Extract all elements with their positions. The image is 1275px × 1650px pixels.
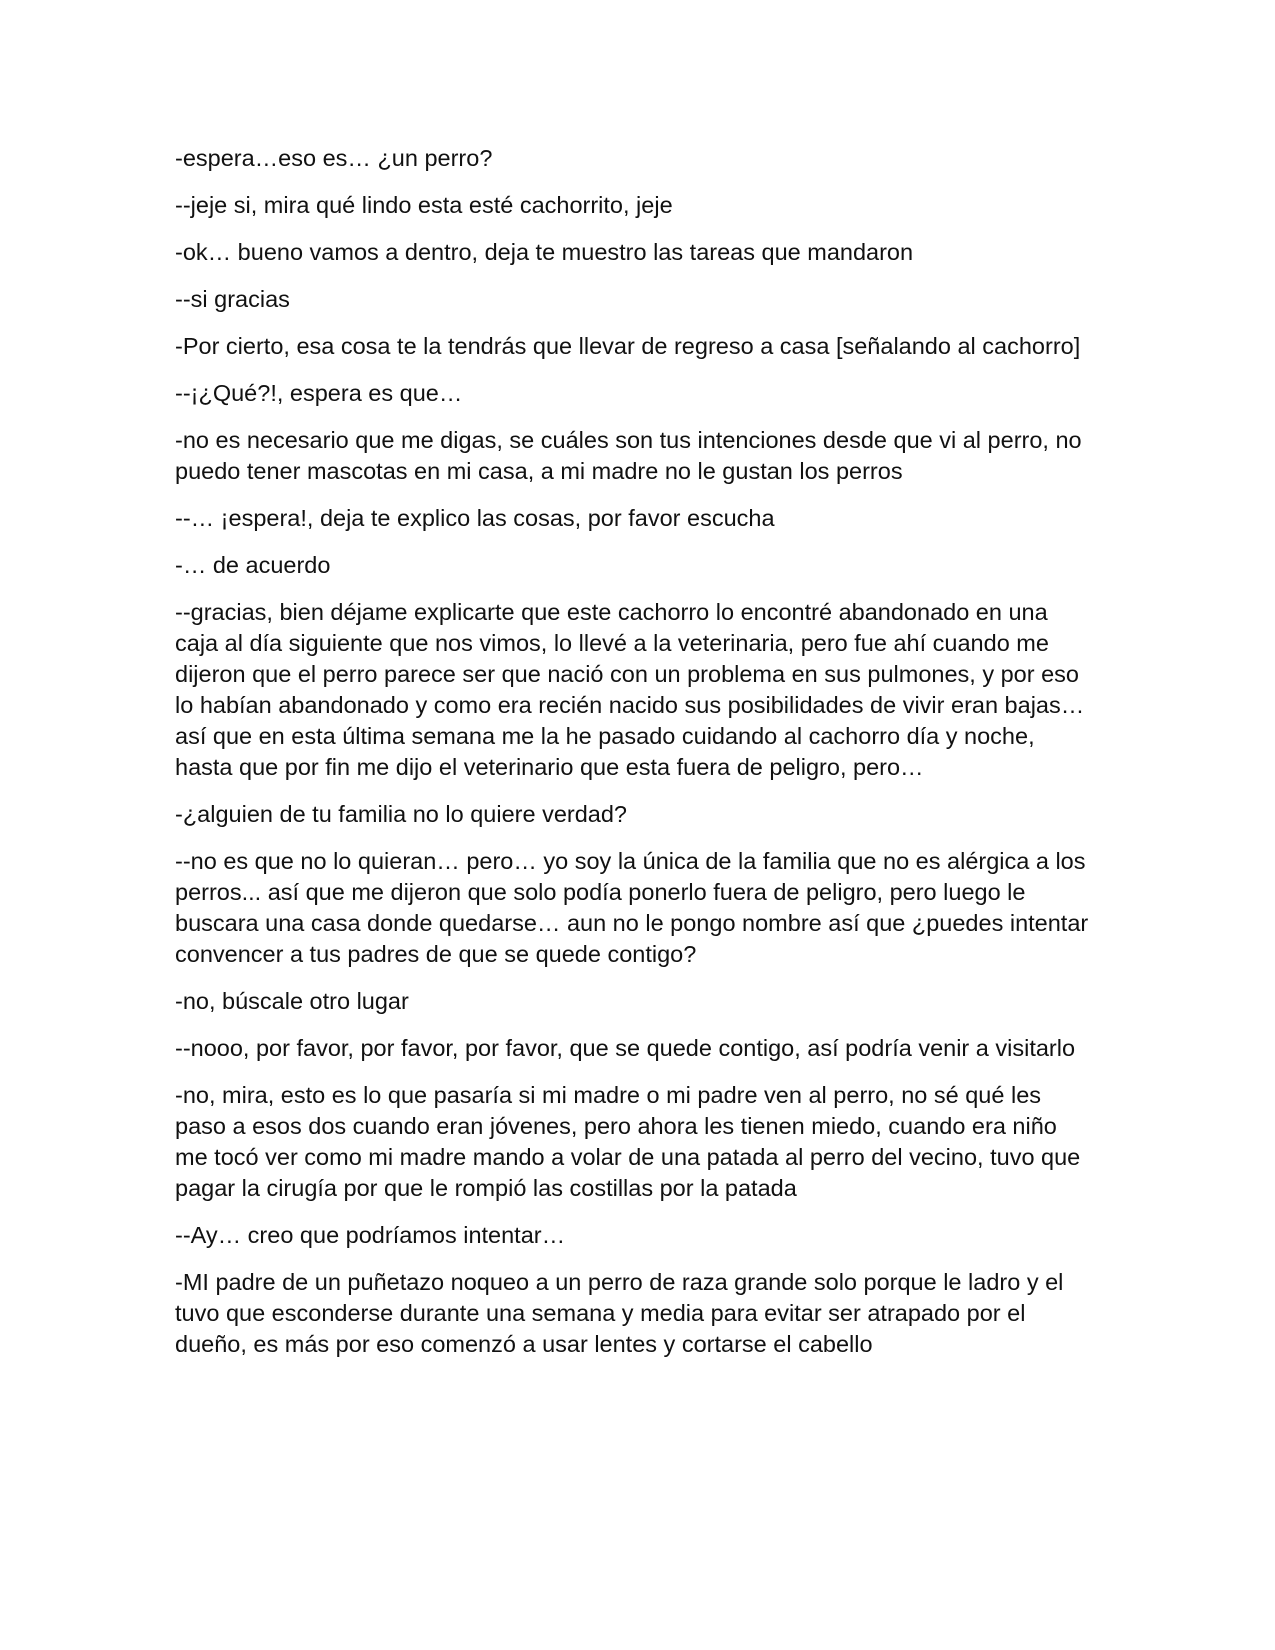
dialogue-line: -ok… bueno vamos a dentro, deja te muestro las tareas que mandaron [175,239,914,265]
dialogue-line: --no es que no lo quieran… pero… yo soy la única de la familia que no es alérgica a los perros... así que me dijeron que solo podía ponerlo fuera de peligro, pero luego le buscara una casa donde quedarse… aun no le pongo nombre así que ¿puedes intentar convencer a tus padres de que se quede contigo? [175,848,1089,967]
dialogue-line: -¿alguien de tu familia no lo quiere verdad? [175,801,627,827]
dialogue-line: -no es necesario que me digas, se cuáles son tus intenciones desde que vi al perro, no puedo tener mascotas en mi casa, a mi madre no le gustan los perros [175,427,1082,484]
dialogue-line: -no, mira, esto es lo que pasaría si mi madre o mi padre ven al perro, no sé qué les paso a esos dos cuando eran jóvenes, pero ahora les tienen miedo, cuando era niño me tocó ver como mi madre mando a volar de una patada al perro del vecino, tuvo que pagar la cirugía por que le rompió las costillas por la patada [175,1082,1081,1201]
document-body [175,143,1095,1376]
dialogue-line: -no, búscale otro lugar [175,988,409,1014]
dialogue-line: --nooo, por favor, por favor, por favor, que se quede contigo, así podría venir a visitarlo [175,1035,1076,1061]
dialogue-line: -espera…eso es… ¿un perro? [175,145,493,171]
dialogue-line: -… de acuerdo [175,552,331,578]
dialogue-line: --¡¿Qué?!, espera es que… [175,380,463,406]
dialogue-line: --Ay… creo que podríamos intentar… [175,1222,566,1248]
dialogue-line: --gracias, bien déjame explicarte que este cachorro lo encontré abandonado en una caja al día siguiente que nos vimos, lo llevé a la veterinaria, pero fue ahí cuando me dijeron que el perro parece ser que nació con un problema en sus pulmones, y por eso lo habían abandonado y como era recién nacido sus posibilidades de vivir eran bajas… así que en esta última semana me la he pasado cuidando al cachorro día y noche, hasta que por fin me dijo el veterinario que esta fuera de peligro, pero… [175,599,1085,780]
dialogue-line: -Por cierto, esa cosa te la tendrás que llevar de regreso a casa [señalando al cachorro] [175,333,1081,359]
dialogue-line: -MI padre de un puñetazo noqueo a un perro de raza grande solo porque le ladro y el tuvo que esconderse durante una semana y media para evitar ser atrapado por el dueño, es más por eso comenzó a usar lentes y cortarse el cabello [175,1269,1064,1357]
dialogue-line: --… ¡espera!, deja te explico las cosas, por favor escucha [175,505,775,531]
dialogue-line: --jeje si, mira qué lindo esta esté cachorrito, jeje [175,192,673,218]
dialogue-line: --si gracias [175,286,290,312]
